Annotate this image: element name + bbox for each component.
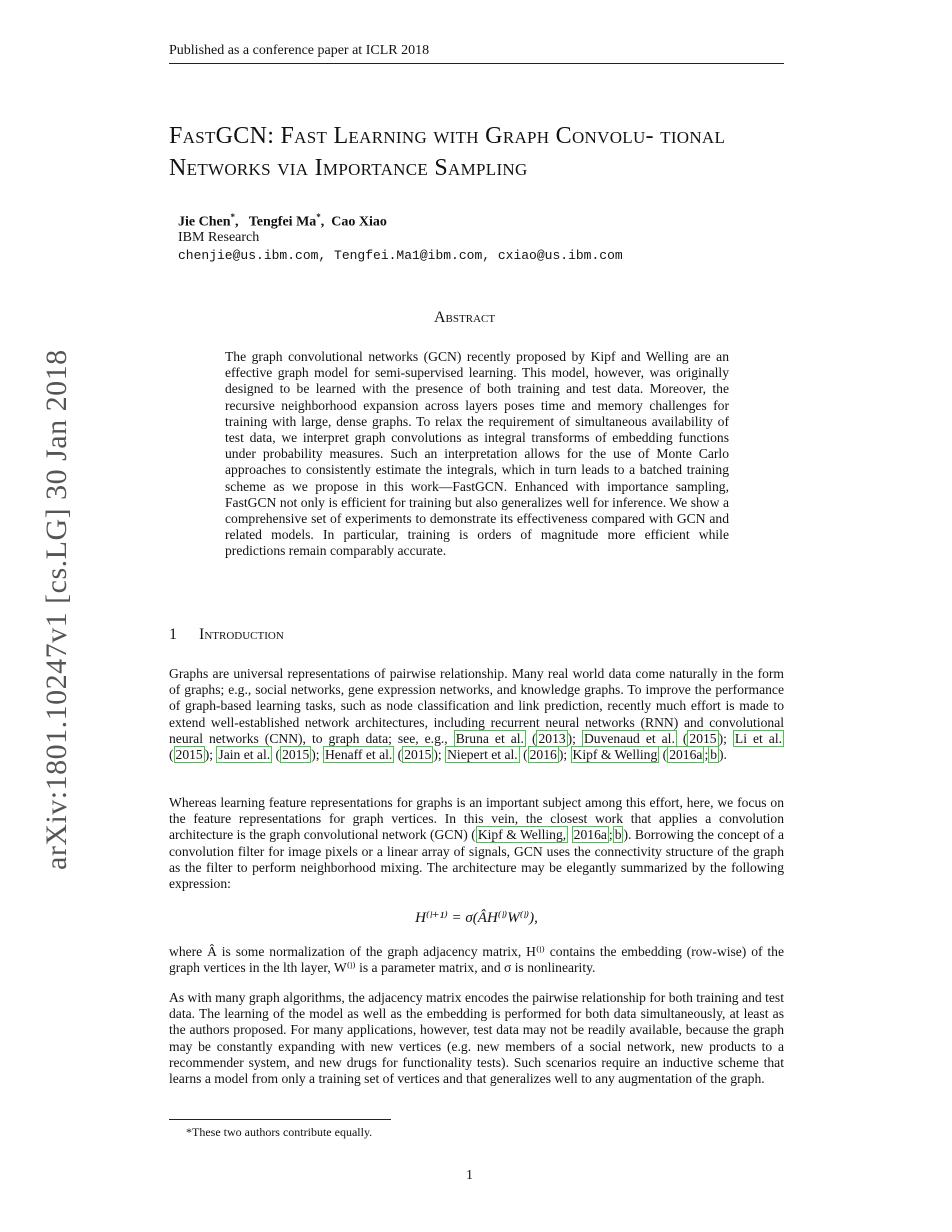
equal-contribution-mark: *: [316, 212, 321, 222]
citation-link[interactable]: 2015: [282, 747, 310, 763]
paper-title: FastGCN: Fast Learning with Graph Convolu- tional Networks via Importance Sampling: [169, 123, 726, 181]
citation-link[interactable]: b: [614, 827, 622, 843]
citation-link[interactable]: 2015: [689, 730, 717, 746]
citation-link[interactable]: 2016a: [573, 827, 607, 843]
citation-link[interactable]: Bruna et al.: [455, 730, 524, 746]
citation-link[interactable]: 2013: [538, 730, 566, 746]
citation-link[interactable]: Jain et al.: [218, 747, 271, 763]
author-name: Cao Xiao: [331, 214, 387, 230]
intro-paragraph-4: As with many graph algorithms, the adjacency matrix encodes the pairwise relationship for both training and test data. The learning of the model as well as the embedding is performed for both data simultaneously, at least as the authors proposed. For many applications, however, test data may not be readily available, because the graph may be constantly expanding with new vertices (e.g. new members of a social network, new products to a recommender system, and new drugs for functionality tests). Such scenarios require an inductive scheme that learns a model from only a training set of vertices and that generalizes well to any augmentation of the graph.: [169, 990, 784, 1087]
citation-link[interactable]: Li et al.: [734, 730, 782, 746]
arxiv-identifier[interactable]: arXiv:1801.10247v1 [cs.LG] 30 Jan 2018: [40, 349, 73, 870]
section-title: Introduction: [199, 626, 284, 643]
citation-link[interactable]: 2016a: [669, 747, 703, 763]
author-name: Jie Chen: [178, 214, 231, 230]
page-number: 1: [466, 1168, 473, 1183]
citation-link[interactable]: Kipf & Welling,: [477, 827, 567, 843]
citation-link[interactable]: 2016: [529, 747, 557, 763]
intro-paragraph-3: where Â is some normalization of the graph adjacency matrix, H⁽ˡ⁾ contains the embedding (row-wise) of the graph vertices in the lth layer, W⁽ˡ⁾ is a parameter matrix, and σ is nonlinearity.: [169, 944, 784, 976]
citation-link[interactable]: 2015: [404, 747, 432, 763]
citation-link[interactable]: Duvenaud et al.: [583, 730, 675, 746]
intro-paragraph-1: Graphs are universal representations of pairwise relationship. Many real world data come naturally in the form of graphs; e.g., social networks, gene expression networks, and knowledge graphs. To improve the performance of graph-based learning tasks, such as node classification and link prediction, recently much effort is made to extend well-established network architectures, including recurrent neural networks (RNN) and convolutional neural networks (CNN), to graph data; see, e.g., Bruna et al. ( 2013 ); Duvenaud et al. ( 2015 ); Li et al. ( 2015 ); Jain et al. ( 2015 ); Henaff et al. ( 2015 ); Niepert et al. ( 2016 ); Kipf & Welling ( 2016a ; b ).: [169, 666, 784, 763]
running-header: Published as a conference paper at ICLR 2018: [169, 43, 784, 64]
section-heading-introduction: [169, 626, 284, 644]
equal-contribution-mark: *: [230, 212, 235, 222]
author-list: Jie Chen*, Tengfei Ma*, Cao Xiao: [178, 212, 387, 230]
affiliation: IBM Research: [178, 230, 260, 245]
citation-link[interactable]: 2015: [175, 747, 203, 763]
author-emails: chenjie@us.ibm.com, Tengfei.Ma1@ibm.com, cxiao@us.ibm.com: [178, 248, 623, 263]
abstract-heading: Abstract: [434, 309, 496, 326]
gcn-equation: H⁽ˡ⁺¹⁾ = σ(ÂH⁽ˡ⁾W⁽ˡ⁾),: [415, 910, 538, 926]
footnote-divider: [169, 1119, 391, 1120]
section-number: 1: [169, 626, 177, 643]
citation-link[interactable]: b: [710, 747, 718, 763]
citation-link[interactable]: Henaff et al.: [324, 747, 393, 763]
citation-link[interactable]: Kipf & Welling: [572, 747, 658, 763]
author-name: Tengfei Ma: [248, 214, 317, 230]
footnote: *These two authors contribute equally.: [186, 1125, 373, 1139]
intro-paragraph-2: Whereas learning feature representations for graphs is an important subject among this effort, here, we focus on the feature representations for graph vertices. In this vein, the closest work that applies a convolution architecture is the graph convolutional network (GCN) ( Kipf & Welling, 2016a ; b ). Borrowing the concept of a convolution filter for image pixels or a linear array of signals, GCN uses the connectivity structure of the graph as the filter to perform neighborhood mixing. The architecture may be elegantly summarized by the following expression:: [169, 795, 785, 892]
citation-link[interactable]: Niepert et al.: [447, 747, 518, 763]
abstract-body: The graph convolutional networks (GCN) recently proposed by Kipf and Welling are an effective graph model for semi-supervised learning. This model, however, was originally designed to be learned with the presence of both training and test data. Moreover, the recursive neighborhood expansion across layers poses time and memory challenges for training with large, dense graphs. To relax the requirement of simultaneous availability of test data, we interpret graph convolutions as integral transforms of embedding functions under probability measures. Such an interpretation allows for the use of Monte Carlo approaches to consistently estimate the integrals, which in turn leads to a batched training scheme as we propose in this work—FastGCN. Enhanced with importance sampling, FastGCN not only is efficient for training but also generalizes well for inference. We show a comprehensive set of experiments to demonstrate its effectiveness compared with GCN and related models. In particular, training is orders of magnitude more efficient while predictions remain comparably accurate.: [225, 349, 729, 559]
